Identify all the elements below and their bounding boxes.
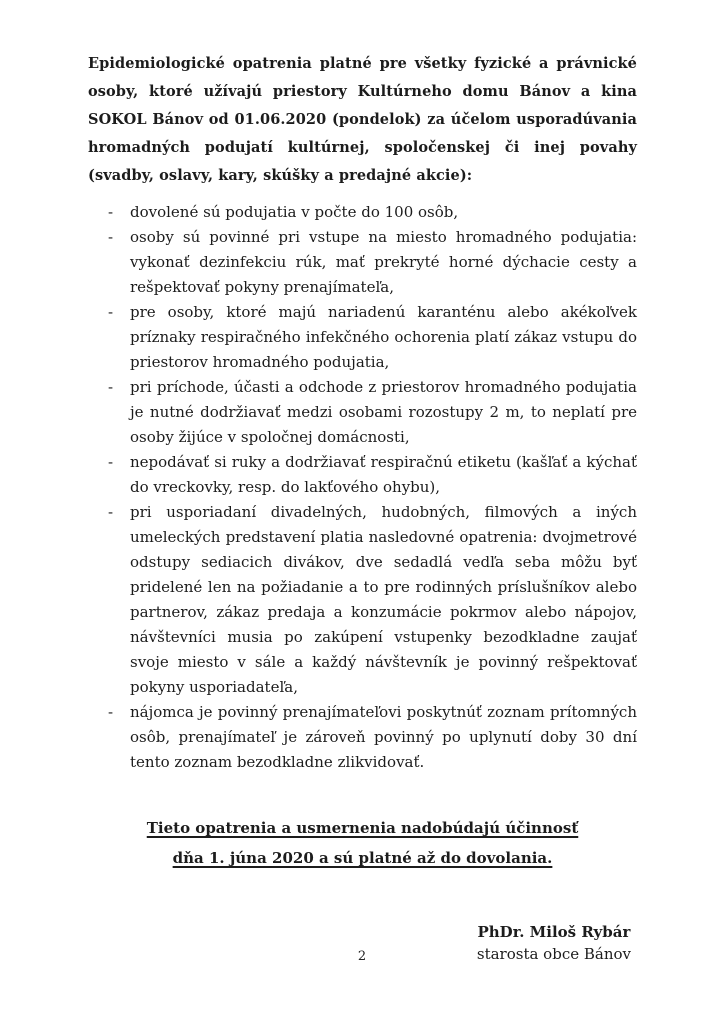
list-item-text: pre osoby, ktoré majú nariadenú karanténu alebo akékoľvek príznaky respiračného infekčného ochorenia platí zákaz vstupu do priestorov hromadného podujatia, xyxy=(130,303,637,371)
effective-notice xyxy=(88,813,637,873)
list-item xyxy=(88,500,637,700)
page-number: 2 xyxy=(357,949,367,964)
list-item xyxy=(88,225,637,300)
signatory-title: starosta obce Bánov xyxy=(476,945,631,963)
list-item-text: dovolené sú podujatia v počte do 100 osôb, xyxy=(130,203,459,221)
bullet-marker: - xyxy=(108,703,114,721)
list-item-text: nepodávať si ruky a dodržiavať respiračnú etiketu (kašľať a kýchať do vreckovky, resp. do lakťového ohybu), xyxy=(130,453,637,496)
bullet-marker: - xyxy=(108,378,114,396)
document-content xyxy=(88,50,637,965)
bullet-marker: - xyxy=(108,503,114,521)
bullet-marker: - xyxy=(108,203,114,221)
notice-line-1: Tieto opatrenia a usmernenia nadobúdajú účinnosť xyxy=(146,819,579,837)
list-item-text: osoby sú povinné pri vstupe na miesto hromadného podujatia: vykonať dezinfekciu rúk, mať prekryté horné dýchacie cesty a rešpektovať pokyny prenajímateľa, xyxy=(130,228,637,296)
bullet-marker: - xyxy=(108,453,114,471)
intro-paragraph: Epidemiologické opatrenia platné pre všetky fyzické a právnické osoby, ktoré užívajú priestory Kultúrneho domu Bánov a kina SOKOL Bánov od 01.06.2020 (pondelok) za účelom usporadúvania hromadných podujatí kultúrnej, spoločenskej či inej povahy (svadby, oslavy, kary, skúšky a predajné akcie): xyxy=(88,55,637,184)
list-item xyxy=(88,200,637,225)
bullet-marker: - xyxy=(108,228,114,246)
list-item xyxy=(88,700,637,775)
list-item-text: pri usporiadaní divadelných, hudobných, filmových a iných umeleckých predstavení platia nasledovné opatrenia: dvojmetrové odstupy sediacich divákov, dve sedadlá vedľa seba môžu byť pridelené len na požiadanie a to pre rodinných príslušníkov alebo partnerov, zákaz predaja a konzumácie pokrmov alebo nápojov, návštevníci musia po zakúpení vstupenky bezodkladne zaujať svoje miesto v sále a každý návštevník je povinný rešpektovať pokyny usporiadateľa, xyxy=(130,503,637,696)
list-item xyxy=(88,450,637,500)
list-item xyxy=(88,300,637,375)
list-item xyxy=(88,375,637,450)
bullet-marker: - xyxy=(108,303,114,321)
signatory-name: PhDr. Miloš Rybár xyxy=(477,923,631,941)
notice-line-2: dňa 1. júna 2020 a sú platné až do dovolania. xyxy=(172,849,553,867)
list-item-text: nájomca je povinný prenajímateľovi poskytnúť zoznam prítomných osôb, prenajímateľ je zároveň povinný po uplynutí doby 30 dní tento zoznam bezodkladne zlikvidovať. xyxy=(130,703,637,771)
list-item-text: pri príchode, účasti a odchode z priestorov hromadného podujatia je nutné dodržiavať medzi osobami rozostupy 2 m, to neplatí pre osoby žijúce v spoločnej domácnosti, xyxy=(130,378,637,446)
measures-list xyxy=(88,200,637,775)
